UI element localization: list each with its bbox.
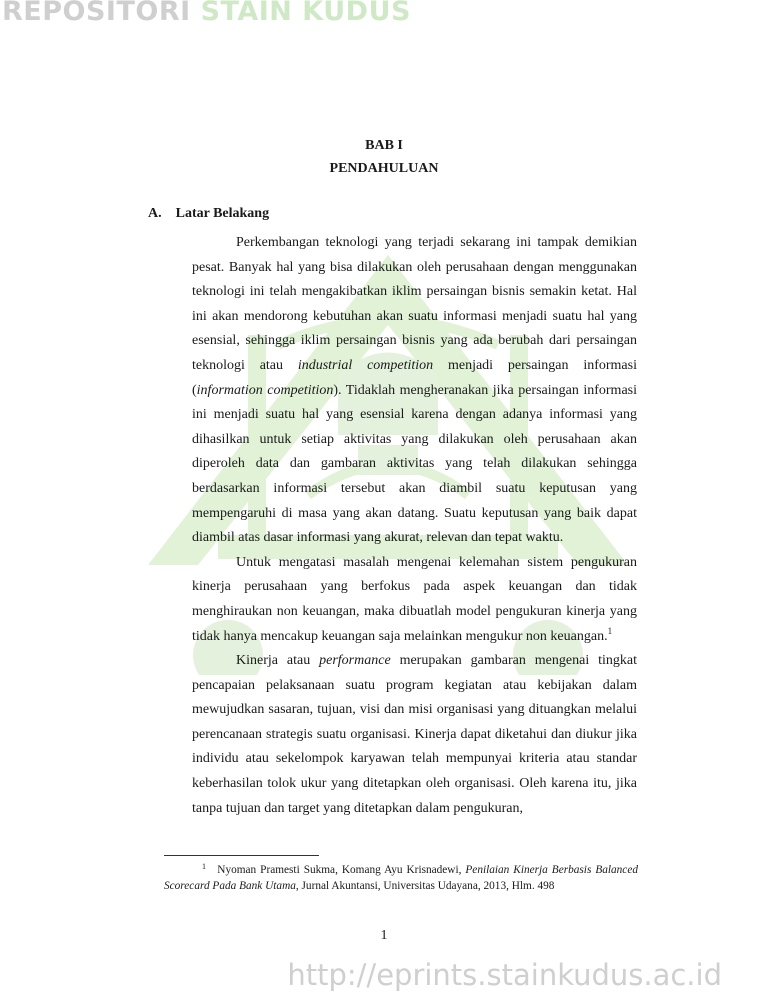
watermark-stain-kudus: STAIN KUDUS [200, 0, 411, 27]
paragraph: Perkembangan teknologi yang terjadi sekarang ini tampak demikian pesat. Banyak hal yang bisa dilakukan oleh perusahaan dengan menggunakan teknologi ini telah mengakibatkan iklim persaingan bisnis semakin ketat. Hal ini akan mendorong kebutuhan akan suatu informasi menjadi suatu hal yang esensial, sehingga iklim persaingan bisnis yang ada berubah dari persaingan teknologi atau industrial competition menjadi persaingan informasi (information competition). Tidaklah mengheranakan jika persaingan informasi ini menjadi suatu hal yang esensial karena dengan adanya informasi yang dihasilkan untuk setiap aktivitas yang dilakukan oleh perusahaan akan diperoleh data dan gambaran aktivitas yang telah dilakukan sehingga berdasarkan informasi tersebut akan diambil suatu keputusan yang mempengaruhi di masa yang akan datang. Suatu keputusan yang baik dapat diambil atas dasar informasi yang akurat, relevan dan tepat waktu. [192, 235, 637, 546]
footnote-divider [164, 855, 319, 856]
page-number: 1 [380, 928, 388, 943]
paragraph: Kinerja atau performance merupakan gambaran mengenai tingkat pencapaian pelaksanaan suatu program kegiatan atau kebijakan dalam mewujudkan sasaran, tujuan, visi dan misi organisasi yang dituangkan melalui perencanaan strategis suatu organisasi. Kinerja dapat diketahui dan diukur jika individu atau sekelompok karyawan telah mempunyai kriteria atau standar keberhasilan tolok ukur yang ditetapkan oleh organisasi. Oleh karena itu, jika tanpa tujuan dan target yang ditetapkan dalam pengukuran, [192, 653, 637, 816]
body-text [192, 231, 637, 821]
footnote-number: 1 [202, 862, 206, 871]
footnote-reference: 1 [607, 625, 613, 636]
watermark-repositori: REPOSITORI [2, 0, 191, 27]
repository-watermark [2, 0, 411, 27]
footnote: $^1$ Nyoman Pramesti Sukma, Komang Ayu Krisnadewi, Penilaian Kinerja Berbasis Balanced Scorecard Pada Bank Utama, Jurnal Akuntansi, Universitas Udayana, 2013, Hlm. 498 [164, 862, 638, 892]
eprints-url-watermark: http://eprints.stainkudus.ac.id [287, 958, 722, 992]
chapter-label: BAB I [365, 138, 403, 153]
section-heading: A. Latar Belakang [148, 206, 270, 221]
paragraph: Untuk mengatasi masalah mengenai kelemahan sistem pengukuran kinerja perusahaan yang berfokus pada aspek keuangan dan tidak menghiraukan non keuangan, maka dibuatlah model pengukuran kinerja yang tidak hanya mencakup keuangan saja melainkan mengukur non keuangan.$^1$ [192, 554, 637, 644]
chapter-title: PENDAHULUAN [329, 161, 439, 176]
